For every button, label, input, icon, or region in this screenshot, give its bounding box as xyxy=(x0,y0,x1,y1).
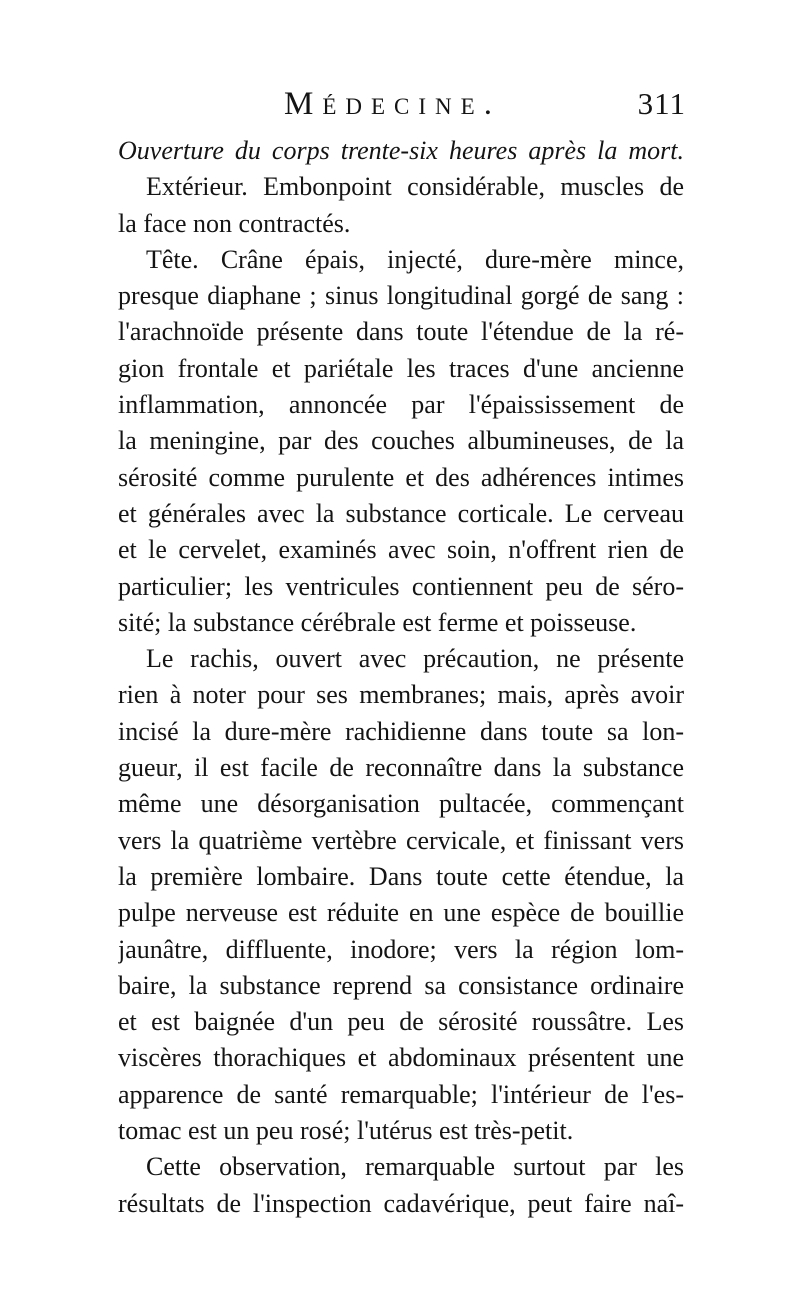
text-line: et générales avec la substance corticale. Le cerveau xyxy=(118,498,684,528)
text-line: particulier; les ventricules contiennent peu de séro- xyxy=(118,571,684,601)
text-line: la face non contractés. xyxy=(118,208,351,238)
text-line: pulpe nerveuse est réduite en une espèce de bouillie xyxy=(118,898,684,928)
text-line: la meningine, par des couches albumineuses, de la xyxy=(118,426,684,456)
text-line: gueur, il est facile de reconnaître dans la substance xyxy=(118,753,684,783)
text-line: même une désorganisation pultacée, commençant xyxy=(118,789,684,819)
body-text xyxy=(118,133,684,1222)
text-line: Le rachis, ouvert avec précaution, ne présente xyxy=(146,644,684,674)
text-line: viscères thorachiques et abdominaux présentent une xyxy=(118,1043,684,1073)
text-line: et le cervelet, examinés avec soin, n'offrent rien de xyxy=(118,535,684,565)
text-line: Extérieur. Embonpoint considérable, muscles de xyxy=(146,172,684,202)
text-line: incisé la dure-mère rachidienne dans toute sa lon- xyxy=(118,716,684,746)
text-line: vers la quatrième vertèbre cervicale, et finissant vers xyxy=(118,825,684,855)
text-line: sérosité comme purulente et des adhérences intimes xyxy=(118,462,684,492)
text-line: presque diaphane ; sinus longitudinal gorgé de sang : xyxy=(118,281,684,311)
text-line: la première lombaire. Dans toute cette étendue, la xyxy=(118,861,684,891)
text-line: Ouverture du corps trente-six heures après la mort. xyxy=(118,136,684,165)
text-line: baire, la substance reprend sa consistance ordinaire xyxy=(118,970,684,1000)
text-line: tomac est un peu rosé; l'utérus est très-petit. xyxy=(118,1116,574,1146)
text-line: rien à noter pour ses membranes; mais, après avoir xyxy=(118,680,684,710)
text-line: et est baignée d'un peu de sérosité roussâtre. Les xyxy=(118,1007,684,1037)
page-number: 311 xyxy=(637,86,686,121)
text-line: jaunâtre, diffluente, inodore; vers la région lom- xyxy=(118,934,684,964)
text-line: Cette observation, remarquable surtout par les xyxy=(146,1152,684,1182)
running-head: Médecine. xyxy=(284,86,501,122)
text-line: résultats de l'inspection cadavérique, peut faire naî- xyxy=(118,1188,684,1218)
page-header xyxy=(116,86,686,130)
text-line: gion frontale et pariétale les traces d'une ancienne xyxy=(118,353,684,383)
text-line: Tête. Crâne épais, injecté, dure-mère mince, xyxy=(146,244,684,274)
text-line: inflammation, annoncée par l'épaississement de xyxy=(118,390,684,420)
text-line: sité; la substance cérébrale est ferme et poisseuse. xyxy=(118,607,637,637)
text-line: l'arachnoïde présente dans toute l'étendue de la ré- xyxy=(118,317,684,347)
text-line: apparence de santé remarquable; l'intérieur de l'es- xyxy=(118,1079,684,1109)
